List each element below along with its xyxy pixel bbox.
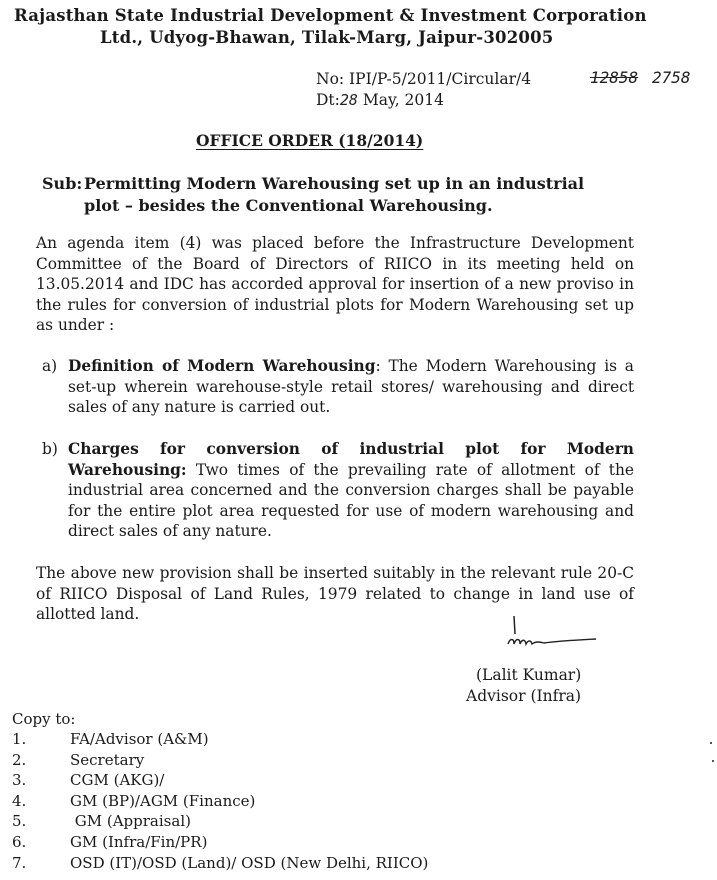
list-item-text: Secretary — [70, 750, 145, 769]
item-b-marker: b) — [42, 440, 58, 458]
item-a — [68, 356, 634, 418]
list-item-number: 6. — [12, 832, 27, 851]
list-item-number: 1. — [12, 730, 27, 748]
list-item — [12, 750, 428, 771]
date-rest: May, 2014 — [362, 91, 445, 109]
list-item-number: 7. — [12, 853, 27, 872]
list-item-text: GM (BP)/AGM (Finance) — [70, 791, 256, 810]
item-a-heading: Definition of Modern Warehousing — [68, 357, 376, 375]
list-item-text: CGM (AKG)/ — [70, 771, 165, 790]
reference-number: No: IPI/P-5/2011/Circular/4 — [316, 70, 532, 88]
list-item-number: 4. — [12, 791, 27, 810]
list-item-number: 3. — [12, 771, 27, 790]
intro-paragraph: An agenda item (4) was placed before the Infrastructure Development Committee of the Board of Directors of RIICO in its meeting held on 13.05.2014 and IDC has accorded approval for insertion of a new proviso in the rules for conversion of industrial plots for Modern Warehousing set up as under : — [36, 234, 634, 334]
handwritten-struck-number: 12858 — [590, 68, 639, 87]
list-item-number: 2. — [12, 750, 27, 769]
list-item-text: GM (Infra/Fin/PR) — [70, 832, 208, 851]
item-b — [68, 439, 634, 542]
signatory-name: (Lalit Kumar) — [476, 666, 582, 684]
list-item-text: OSD (IT)/OSD (Land)/ OSD (New Delhi, RIICO) — [70, 853, 429, 872]
signature-mark — [496, 610, 606, 660]
item-a-text: : The Modern Warehousing is a set-up wherein warehouse-style retail stores/ warehousing and direct sales of any nature is carried out. — [68, 357, 634, 416]
list-item — [12, 811, 428, 832]
list-item-text: FA/Advisor (A&M) — [70, 730, 209, 748]
copy-to-label: Copy to: — [12, 710, 76, 728]
item-b-heading: Charges for conversion of industrial plot for Modern Warehousing: — [68, 440, 634, 479]
date-day: 28 — [339, 91, 358, 109]
organization-name: Rajasthan State Industrial Development & Investment Corporation — [14, 6, 647, 25]
list-item-number: 5. — [12, 812, 27, 831]
scan-speck — [712, 760, 714, 762]
item-a-marker: a) — [42, 357, 58, 375]
date-label: Dt: — [316, 91, 340, 109]
copy-to-list — [12, 729, 428, 873]
list-item — [12, 770, 428, 791]
list-item — [12, 729, 428, 750]
handwritten-number: 2758 — [652, 68, 691, 87]
subject-label: Sub: — [42, 174, 83, 193]
organization-address: Ltd., Udyog-Bhawan, Tilak-Marg, Jaipur-302005 — [100, 28, 554, 47]
signatory-designation: Advisor (Infra) — [466, 687, 582, 705]
reference-date — [316, 91, 444, 109]
subject-line-1: Permitting Modern Warehousing set up in an industrial — [84, 174, 585, 193]
closing-paragraph: The above new provision shall be inserted suitably in the relevant rule 20-C of RIICO Disposal of Land Rules, 1979 related to change in land use of allotted land. — [36, 564, 634, 623]
list-item — [12, 853, 428, 874]
subject-line-2: plot – besides the Conventional Warehousing. — [84, 196, 493, 215]
list-item — [12, 832, 428, 853]
order-title: OFFICE ORDER (18/2014) — [196, 131, 424, 150]
list-item — [12, 791, 428, 812]
scan-speck — [710, 742, 712, 744]
list-item-text: GM (Appraisal) — [70, 812, 191, 831]
item-b-text: Two times of the prevailing rate of allotment of the industrial area concerned and the conversion charges shall be payable for the entire plot area requested for use of modern warehousing and direct sales of any nature. — [68, 460, 634, 540]
